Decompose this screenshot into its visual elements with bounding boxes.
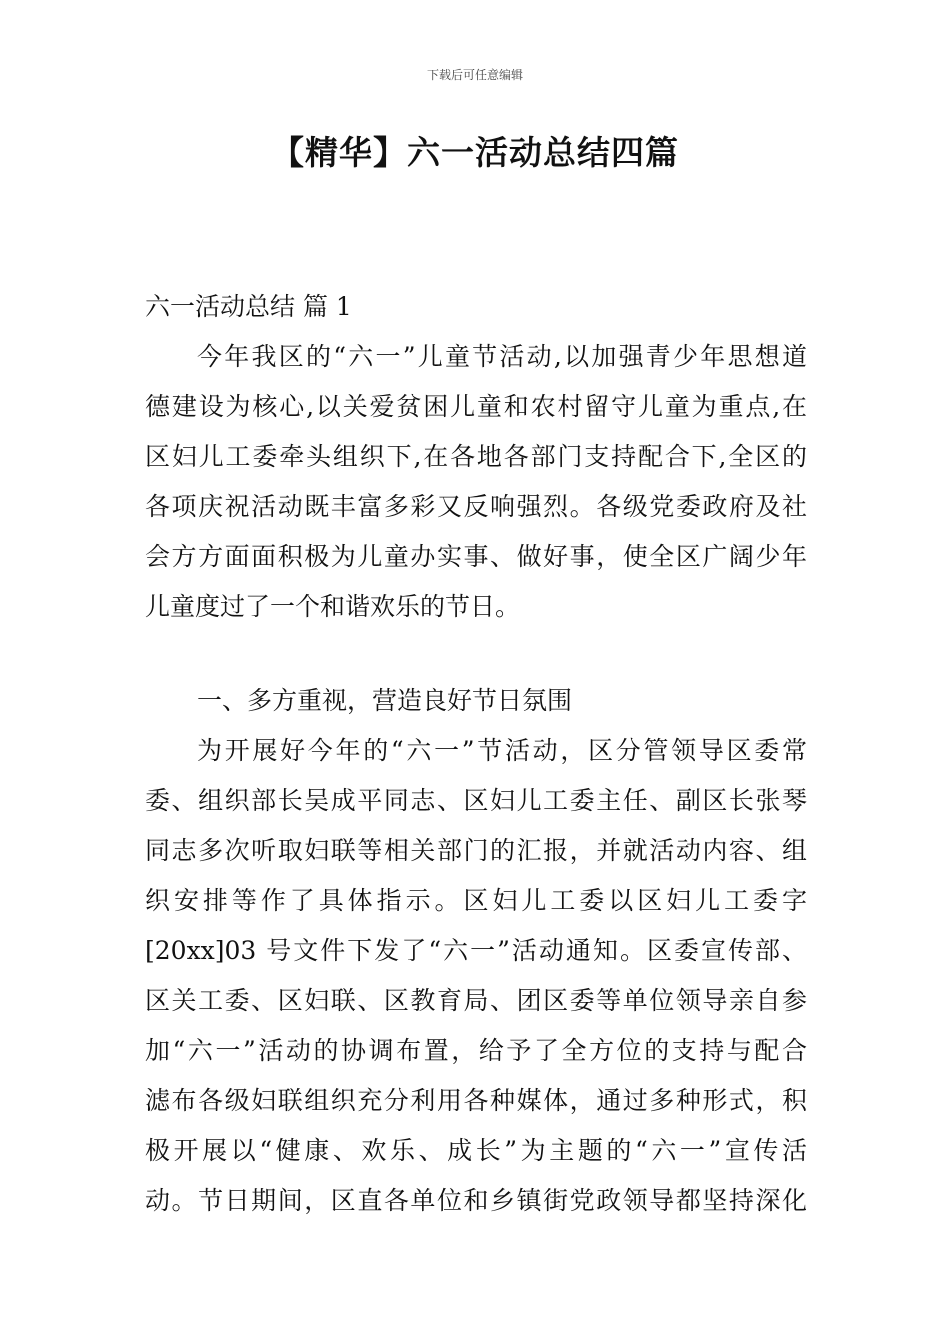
paragraph-gap — [145, 632, 807, 676]
paragraph-line: 今年我区的“六一”儿童节活动,以加强青少年思想道 — [197, 342, 807, 371]
section-heading: 六一活动总结 篇 1 — [145, 292, 352, 321]
subheading: 一、多方重视，营造良好节日氛围 — [197, 686, 573, 715]
paragraph-1 — [145, 332, 807, 632]
paragraph-2 — [145, 726, 807, 1226]
paragraph-line: 儿童度过了一个和谐欢乐的节日。 — [145, 592, 521, 621]
paragraph-line: 极开展以“健康、欢乐、成长”为主题的“六一”宣传活 — [145, 1136, 807, 1165]
paragraph-line: 各项庆祝活动既丰富多彩又反响强烈。各级党委政府及社 — [145, 492, 807, 521]
paragraph-line: 区关工委、区妇联、区教育局、团区委等单位领导亲自参 — [145, 986, 807, 1015]
paragraph-line: 会方方面面积极为儿童办实事、做好事，使全区广阔少年 — [145, 542, 807, 571]
paragraph-line: [20xx]03 号文件下发了“六一”活动通知。区委宣传部、 — [145, 936, 807, 965]
paragraph-line: 德建设为核心,以关爱贫困儿童和农村留守儿童为重点,在 — [145, 392, 807, 421]
paragraph-line: 区妇儿工委牵头组织下,在各地各部门支持配合下,全区的 — [145, 442, 807, 471]
paragraph-line: 委、组织部长吴成平同志、区妇儿工委主任、副区长张琴 — [145, 786, 807, 815]
paragraph-line: 动。节日期间，区直各单位和乡镇街党政领导都坚持深化 — [145, 1186, 807, 1215]
paragraph-line: 织安排等作了具体指示。区妇儿工委以区妇儿工委字 — [145, 886, 807, 915]
paragraph-line: 为开展好今年的“六一”节活动，区分管领导区委常 — [197, 736, 807, 765]
page-header-note: 下载后可任意编辑 — [426, 68, 523, 82]
paragraph-line: 同志多次听取妇联等相关部门的汇报，并就活动内容、组 — [145, 836, 807, 865]
document-body — [145, 282, 807, 1226]
paragraph-line: 滤布各级妇联组织充分利用各种媒体，通过多种形式，积 — [145, 1086, 807, 1115]
document-title: 【精华】六一活动总结四篇 — [271, 133, 679, 172]
paragraph-line: 加“六一”活动的协调布置，给予了全方位的支持与配合 — [145, 1036, 807, 1065]
